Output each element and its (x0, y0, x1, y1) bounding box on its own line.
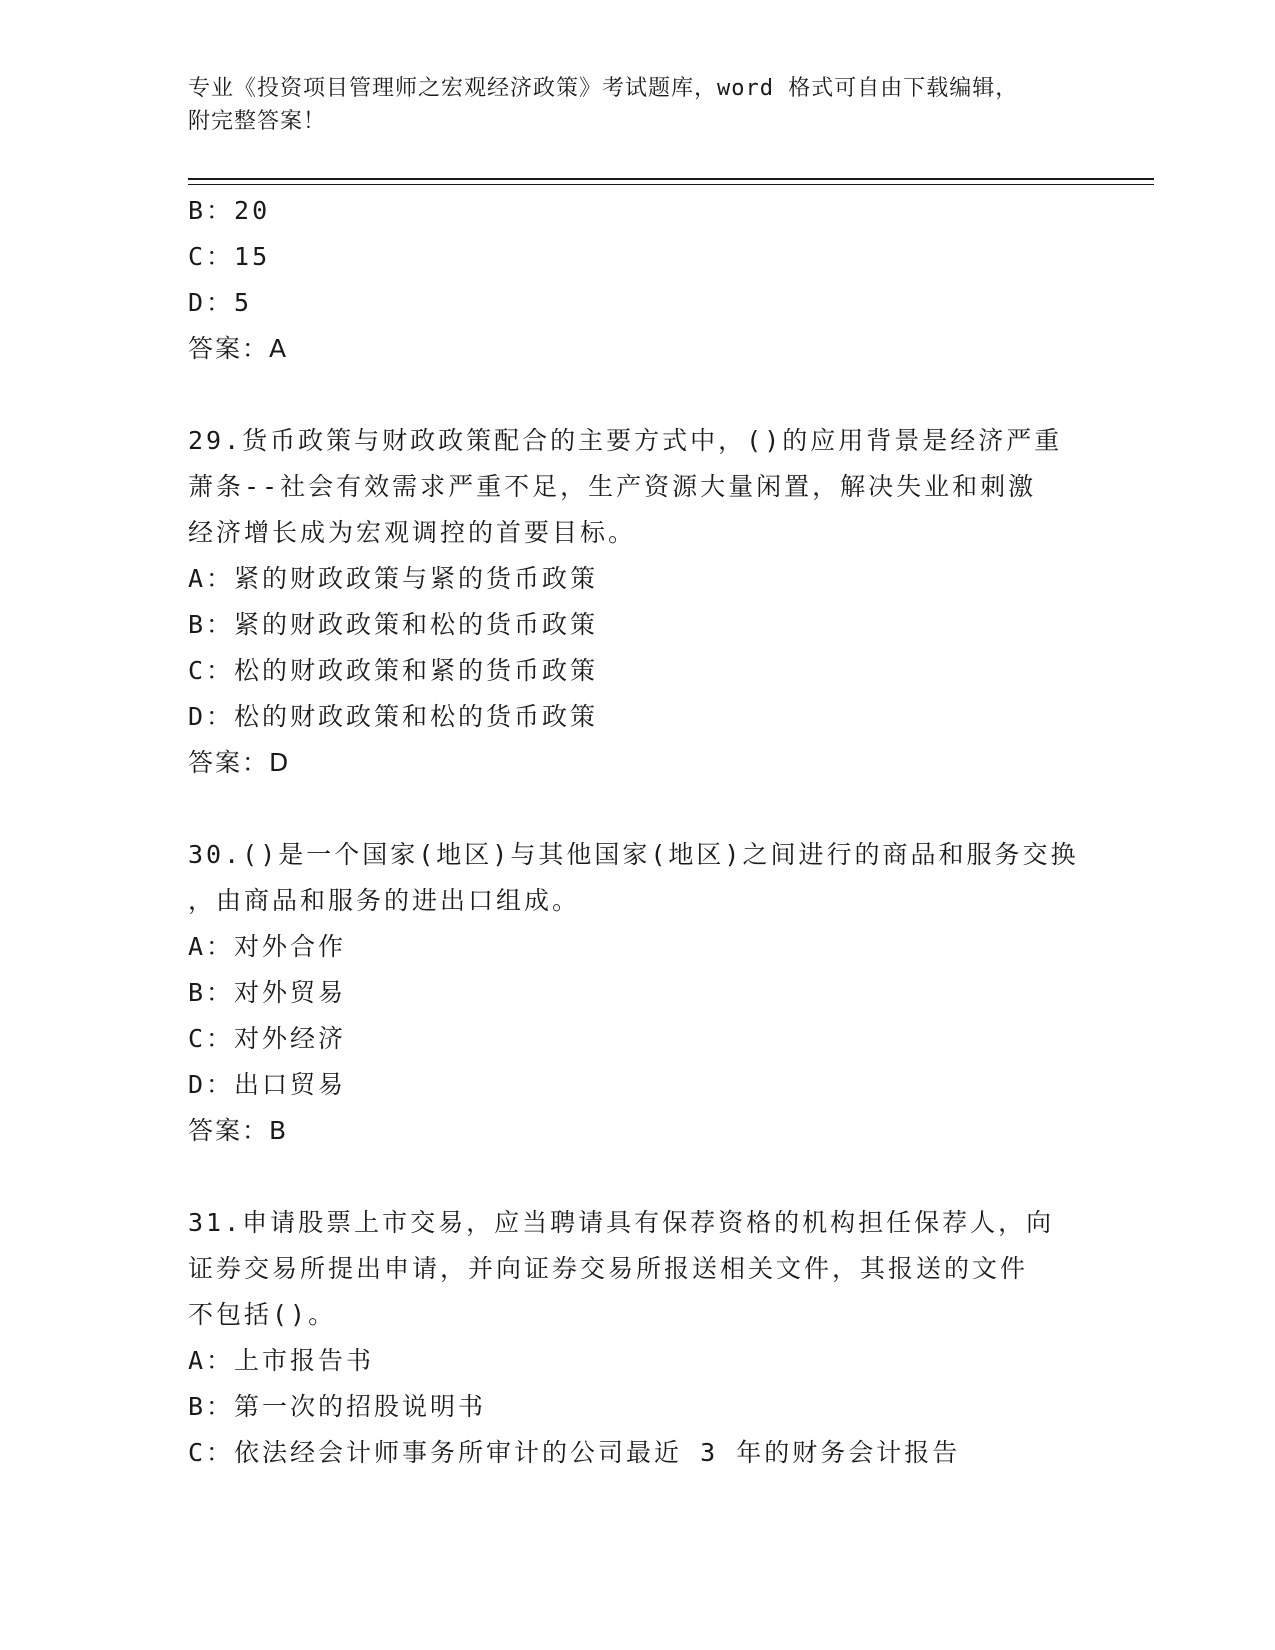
question-stem-line: 证券交易所提出申请，并向证券交易所报送相关文件，其报送的文件 (188, 1254, 1029, 1283)
question-stem-line: 31.申请股票上市交易，应当聘请具有保荐资格的机构担任保荐人，向 (188, 1208, 1055, 1237)
option-d: D：5 (188, 288, 253, 317)
question-stem-line: 萧条--社会有效需求严重不足，生产资源大量闲置，解决失业和刺激 (188, 472, 1037, 501)
option-c: C：对外经济 (188, 1024, 347, 1053)
document-header (188, 72, 1088, 138)
question-31 (188, 1200, 1088, 1476)
header-divider-thick (188, 178, 1154, 180)
header-line-2: 附完整答案！ (188, 109, 327, 134)
answer-line: 答案：A (188, 334, 289, 363)
option-a: A：对外合作 (188, 932, 347, 961)
answer-line: 答案：D (188, 748, 291, 777)
option-d: D：出口贸易 (188, 1070, 347, 1099)
question-stem-line: 不包括()。 (188, 1300, 337, 1329)
option-b: B：第一次的招股说明书 (188, 1392, 487, 1421)
question-stem-line: 29.货币政策与财政政策配合的主要方式中，()的应用背景是经济严重 (188, 426, 1063, 455)
answer-line: 答案：B (188, 1116, 289, 1145)
question-stem-line: ，由商品和服务的进出口组成。 (188, 886, 581, 915)
question-stem-line: 经济增长成为宏观调控的首要目标。 (188, 518, 637, 547)
option-b: B：20 (188, 196, 271, 225)
option-b: B：对外贸易 (188, 978, 347, 1007)
document-body (188, 188, 1088, 1476)
option-d: D：松的财政政策和松的货币政策 (188, 702, 599, 731)
option-c: C：松的财政政策和紧的货币政策 (188, 656, 599, 685)
option-b: B：紧的财政政策和松的货币政策 (188, 610, 599, 639)
header-line-1: 专业《投资项目管理师之宏观经济政策》考试题库，word 格式可自由下载编辑， (188, 76, 1019, 101)
option-a: A：紧的财政政策与紧的货币政策 (188, 564, 599, 593)
question-30 (188, 832, 1088, 1154)
option-a: A：上市报告书 (188, 1346, 375, 1375)
option-c: C：依法经会计师事务所审计的公司最近 3 年的财务会计报告 (188, 1438, 961, 1467)
header-divider-thin (188, 184, 1154, 185)
question-prev-tail (188, 188, 1088, 372)
option-c: C：15 (188, 242, 271, 271)
question-29 (188, 418, 1088, 786)
question-stem-line: 30.()是一个国家(地区)与其他国家(地区)之间进行的商品和服务交换 (188, 840, 1079, 869)
